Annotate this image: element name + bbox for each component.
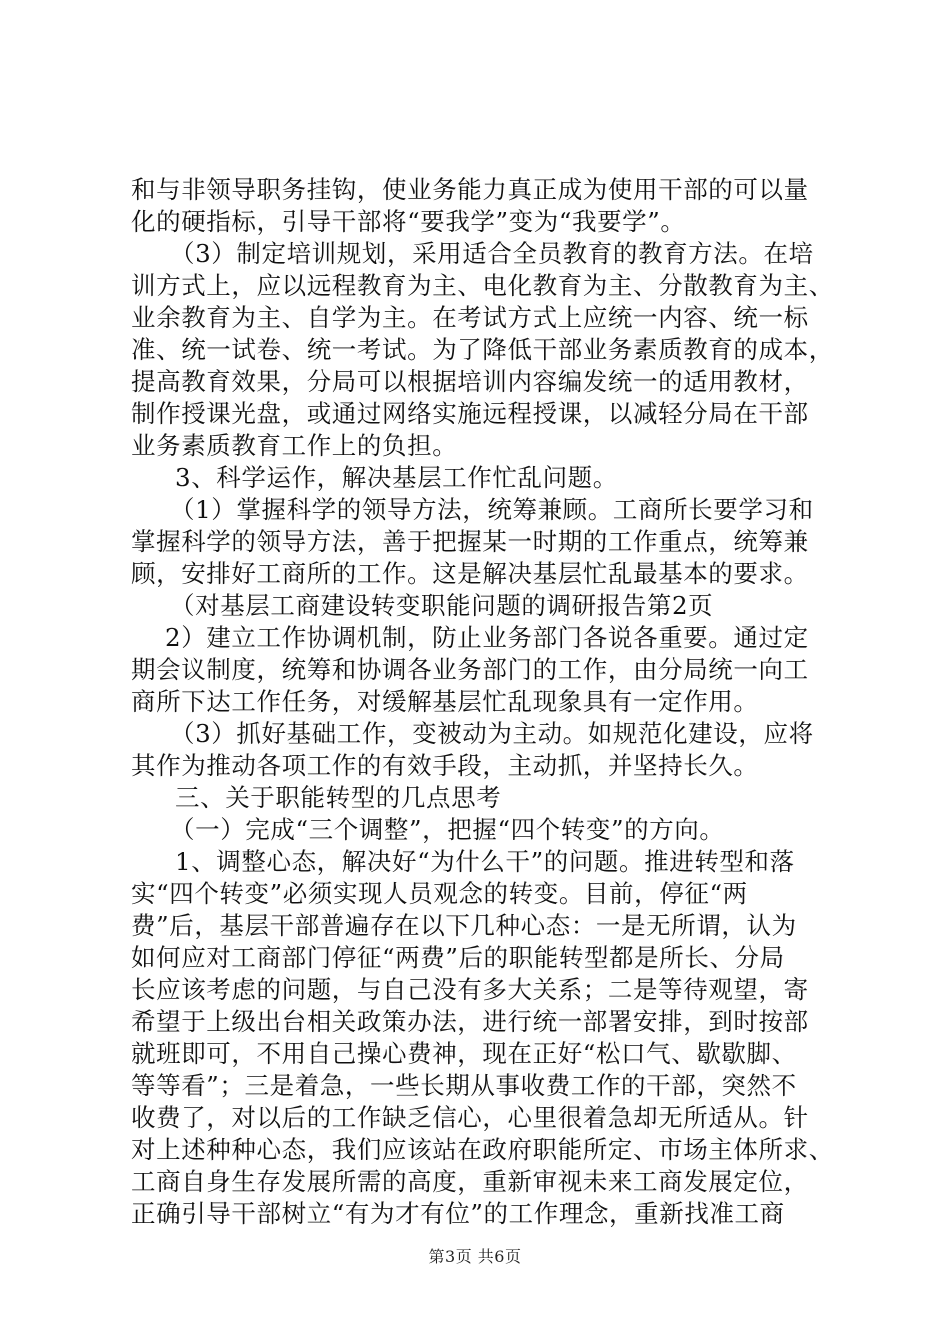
text-line: （1）掌握科学的领导方法，统筹兼顾。工商所长要学习和 [170, 495, 814, 524]
text-line: 业余教育为主、自学为主。在考试方式上应统一内容、统一标 [131, 303, 809, 332]
text-line: 掌握科学的领导方法，善于把握某一时期的工作重点，统筹兼 [131, 527, 809, 556]
text-line: 期会议制度，统筹和协调各业务部门的工作，由分局统一向工 [131, 655, 809, 684]
text-line: 顾，安排好工商所的工作。这是解决基层忙乱最基本的要求。 [131, 559, 809, 588]
text-line: 费”后，基层干部普遍存在以下几种心态：一是无所谓，认为 [131, 911, 797, 940]
text-line: 对上述种种心态，我们应该站在政府职能所定、市场主体所求、 [131, 1135, 834, 1164]
page-number-footer: 第3页 共6页 [428, 1247, 522, 1266]
text-line: 1、调整心态，解决好“为什么干”的问题。推进转型和落 [175, 847, 795, 876]
text-line: 2）建立工作协调机制，防止业务部门各说各重要。通过定 [165, 623, 809, 652]
text-line: 工商自身生存发展所需的高度，重新审视未来工商发展定位， [131, 1167, 809, 1196]
text-line: 业务素质教育工作上的负担。 [131, 431, 458, 460]
text-line: 训方式上，应以远程教育为主、电化教育为主、分散教育为主、 [131, 271, 834, 300]
text-line: 制作授课光盘，或通过网络实施远程授课，以减轻分局在干部 [131, 399, 809, 428]
text-line: 其作为推动各项工作的有效手段，主动抓，并坚持长久。 [131, 751, 759, 780]
text-line: 希望于上级出台相关政策办法，进行统一部署安排，到时按部 [131, 1007, 809, 1036]
text-line: 如何应对工商部门停征“两费”后的职能转型都是所长、分局 [131, 943, 785, 972]
text-line: 和与非领导职务挂钩，使业务能力真正成为使用干部的可以量 [131, 175, 809, 204]
section-heading: 三、关于职能转型的几点思考 [175, 783, 502, 812]
section-heading: 3、科学运作，解决基层工作忙乱问题。 [175, 463, 618, 492]
section-heading: （一）完成“三个调整”，把握“四个转变”的方向。 [170, 815, 725, 844]
text-line: 就班即可，不用自己操心费神，现在正好“松口气、歇歇脚、 [131, 1039, 797, 1068]
text-line: 商所下达工作任务，对缓解基层忙乱现象具有一定作用。 [131, 687, 759, 716]
text-line: 收费了，对以后的工作缺乏信心，心里很着急却无所适从。针 [131, 1103, 809, 1132]
text-line: 正确引导干部树立“有为才有位”的工作理念，重新找准工商 [131, 1199, 785, 1228]
text-line: 提高教育效果，分局可以根据培训内容编发统一的适用教材， [131, 367, 809, 396]
text-line: （对基层工商建设转变职能问题的调研报告第2页 [170, 591, 714, 620]
text-line: （3）抓好基础工作，变被动为主动。如规范化建设，应将 [170, 719, 814, 748]
text-line: 准、统一试卷、统一考试。为了降低干部业务素质教育的成本， [131, 335, 834, 364]
text-line: （3）制定培训规划，采用适合全员教育的教育方法。在培 [170, 239, 814, 268]
text-line: 实“四个转变”必须实现人员观念的转变。目前，停征“两 [131, 879, 748, 908]
text-line: 化的硬指标，引导干部将“要我学”变为“我要学”。 [131, 207, 686, 236]
text-line: 等等看”；三是着急，一些长期从事收费工作的干部，突然不 [131, 1071, 797, 1100]
body-text [131, 174, 834, 1230]
text-line: 长应该考虑的问题，与自己没有多大关系；二是等待观望，寄 [131, 975, 809, 1004]
